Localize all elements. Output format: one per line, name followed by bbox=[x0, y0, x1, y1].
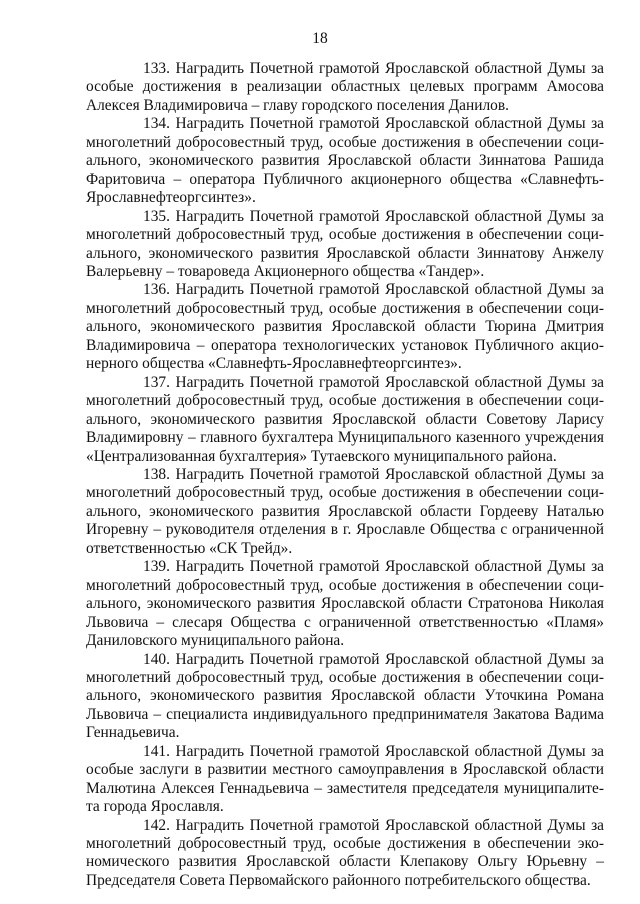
paragraph-134: 134. Наградить Почетной грамотой Ярославской областной Думы за многолетний добросовестный труд, особые достижения в обеспечении социального, экономического развития Ярославской области Зиннатова Рашида Фаритовича – оператора Публичного акционерного общества «Славнефть-Ярославнефтеоргсинтез». bbox=[86, 115, 604, 207]
paragraph-136: 136. Наградить Почетной грамотой Ярославской областной Думы за многолетний добросовестный труд, особые достижения в обеспечении социального, экономического развития Ярославской области Тюрина Дмитрия Владимировича – оператора технологических установок Публичного акционерного общества «Славнефть-Ярославнефтеоргсинтез». bbox=[86, 281, 604, 373]
paragraph-137: 137. Наградить Почетной грамотой Ярославской областной Думы за многолетний добросовестный труд, особые достижения в обеспечении социального, экономического развития Ярославской области Советову Ларису Владимировну – главного бухгалтера Муниципального казенного учреждения «Централизованная бухгалтерия» Тутаевского муниципального района. bbox=[86, 373, 604, 465]
paragraph-141: 141. Наградить Почетной грамотой Ярославской областной Думы за особые заслуги в развитии местного самоуправления в Ярославской области Малютина Алексея Геннадьевича – заместителя председателя муниципалитета города Ярославля. bbox=[86, 742, 604, 816]
paragraph-140: 140. Наградить Почетной грамотой Ярославской областной Думы за многолетний добросовестный труд, особые достижения в обеспечении социального, экономического развития Ярославской области Уточкина Романа Львовича – специалиста индивидуального предпринимателя Закатова Вадима Геннадьевича. bbox=[86, 650, 604, 742]
paragraph-135: 135. Наградить Почетной грамотой Ярославской областной Думы за многолетний добросовестный труд, особые достижения в обеспечении социального, экономического развития Ярославской области Зиннатову Анжелу Валерьевну – товароведа Акционерного общества «Тандер». bbox=[86, 207, 604, 280]
paragraph-139: 139. Наградить Почетной грамотой Ярославской областной Думы за многолетний добросовестный труд, особые достижения в обеспечении социального, экономического развития Ярославской области Стратонова Николая Львовича – слесаря Общества с ограниченной ответственностью «Пламя» Даниловского муниципального района. bbox=[86, 558, 604, 650]
paragraph-142: 142. Наградить Почетной грамотой Ярославской областной Думы за многолетний добросовестный труд, особые достижения в обеспечении экономического развития Ярославской области Клепакову Ольгу Юрьевну – Председателя Совета Первомайского районного потребительского общества. bbox=[86, 816, 604, 889]
paragraph-133: 133. Наградить Почетной грамотой Ярославской областной Думы за особые достижения в реализации областных целевых программ Амосова Алексея Владимировича – главу городского поселения Данилов. bbox=[86, 60, 604, 114]
document-body bbox=[86, 60, 604, 890]
page-number: 18 bbox=[312, 30, 328, 47]
paragraph-138: 138. Наградить Почетной грамотой Ярославской областной Думы за многолетний добросовестный труд, особые достижения в обеспечении социального, экономического развития Ярославской области Гордееву Наталью Игоревну – руководителя отделения в г. Ярославле Общества с ограниченной ответственностью «СК Трейд». bbox=[86, 465, 604, 557]
